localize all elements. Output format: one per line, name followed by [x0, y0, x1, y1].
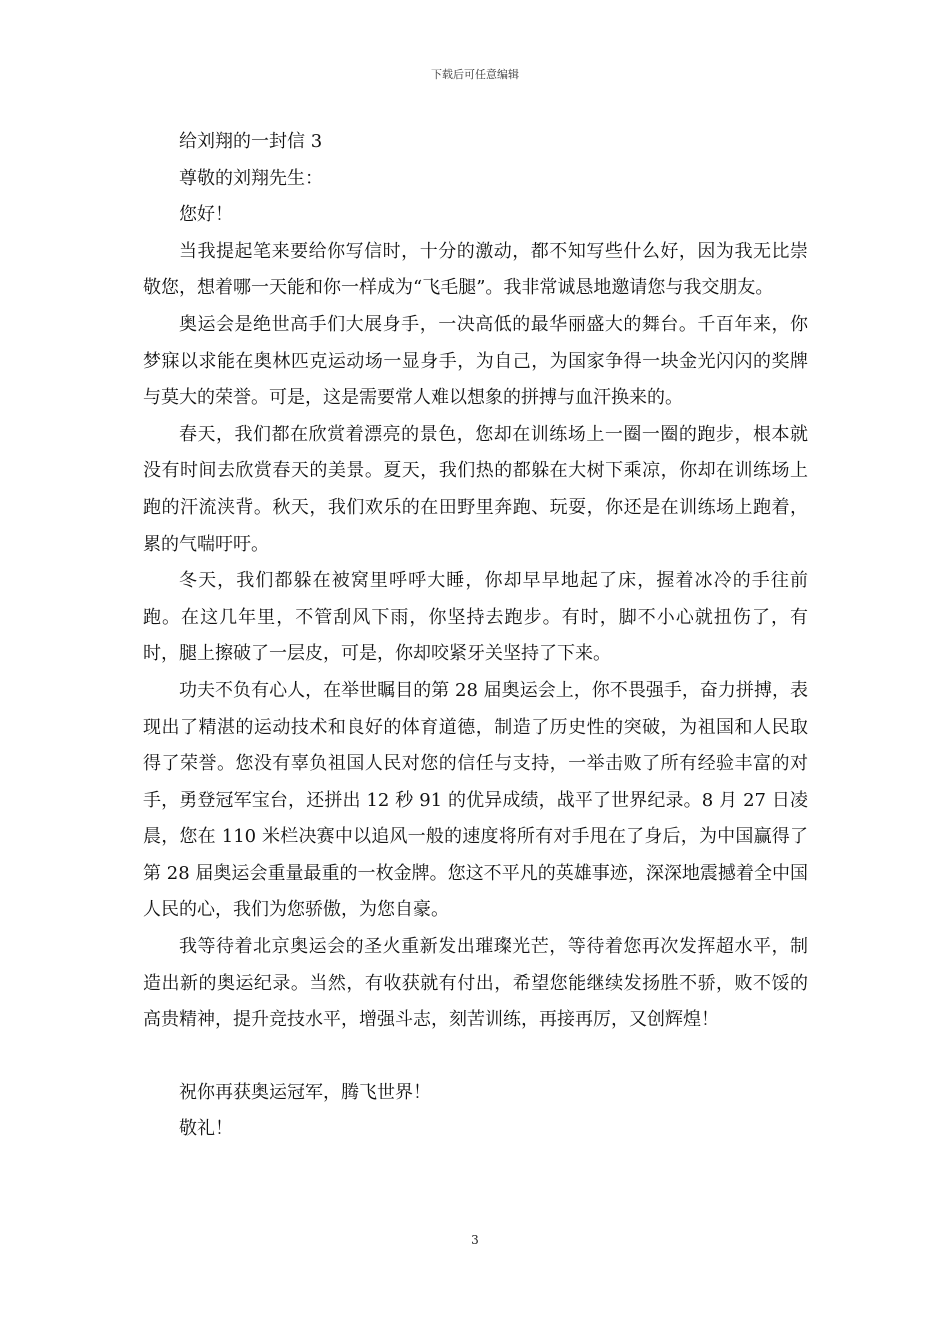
letter-greeting: 您好！ [179, 204, 233, 226]
letter-paragraph-4: 冬天，我们都躲在被窝里呼呼大睡，你却早早地起了床，握着冰冷的手往前跑。在这几年里，不管刮风下雨，你坚持去跑步。有时，脚不小心就扭伤了，有时，腿上擦破了一层皮，可是，你却咬紧牙关坚持了下来。 [143, 570, 808, 665]
letter-body [143, 124, 808, 1148]
letter-closing-wish: 祝你再获奥运冠军，腾飞世界！ [179, 1081, 431, 1103]
letter-paragraph-2: 奥运会是绝世高手们大展身手，一决高低的最华丽盛大的舞台。千百年来，你梦寐以求能在奥林匹克运动场一显身手，为自己，为国家争得一块金光闪闪的奖牌与莫大的荣誉。可是，这是需要常人难以想象的拼搏与血汗换来的。 [143, 313, 808, 409]
letter-closing: 敬礼！ [179, 1118, 233, 1140]
letter-paragraph-3: 春天，我们都在欣赏着漂亮的景色，您却在训练场上一圈一圈的跑步，根本就没有时间去欣赏春天的美景。夏天，我们热的都躲在大树下乘凉，你却在训练场上跑的汗流浃背。秋天，我们欢乐的在田野里奔跑、玩耍，你还是在训练场上跑着，累的气喘吁吁。 [143, 423, 808, 555]
paragraph-gap [143, 1039, 808, 1075]
letter-paragraph-1: 当我提起笔来要给你写信时，十分的激动，都不知写些什么好，因为我无比崇敬您，想着哪一天能和你一样成为“飞毛腿”。我非常诚恳地邀请您与我交朋友。 [143, 240, 808, 299]
page-number: 3 [471, 1233, 479, 1247]
letter-title: 给刘翔的一封信 3 [179, 131, 323, 152]
header-note: 下载后可任意编辑 [431, 68, 519, 81]
letter-paragraph-5: 功夫不负有心人，在举世瞩目的第 28 届奥运会上，你不畏强手，奋力拼搏，表现出了精湛的运动技术和良好的体育道德，制造了历史性的突破，为祖国和人民取得了荣誉。您没有辜负祖国人民对您的信任与支持，一举击败了所有经验丰富的对手，勇登冠军宝台，还拼出 12 秒 91 的优异成绩，战平了世界纪录。8 月 27 日凌晨，您在 110 米栏决赛中以追风一般的速度将所有对手甩在了身后，为中国赢得了第 28 届奥运会重量最重的一枚金牌。您这不平凡的英雄事迹，深深地震撼着全中国人民的心，我们为您骄傲，为您自豪。 [143, 679, 808, 921]
letter-salutation: 尊敬的刘翔先生： [179, 167, 323, 189]
letter-paragraph-6: 我等待着北京奥运会的圣火重新发出璀璨光芒，等待着您再次发挥超水平，制造出新的奥运纪录。当然，有收获就有付出，希望您能继续发扬胜不骄，败不馁的高贵精神，提升竞技水平，增强斗志，刻苦训练，再接再厉，又创辉煌！ [143, 936, 808, 1031]
